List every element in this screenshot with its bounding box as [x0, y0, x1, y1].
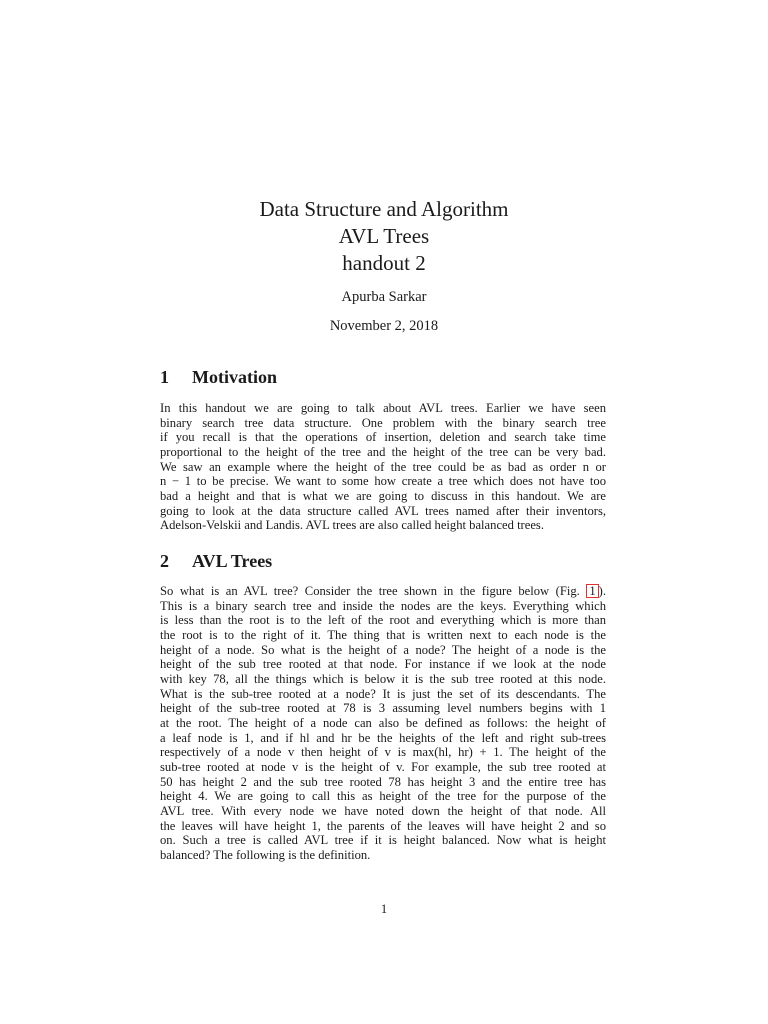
paragraph-text: So what is an AVL tree? Consider the tree shown in the figure below (Fig.	[160, 584, 580, 598]
paragraph-line: 50 has height 2 and the sub tree rooted 78 has height 3 and the entire tree has	[160, 774, 606, 789]
paragraph-line: We saw an example where the height of the tree could be as bad as order n or	[160, 459, 606, 474]
paragraph-line: height of the sub tree rooted at that node. For instance if we look at the node	[160, 657, 606, 672]
paragraph-line: going to look at the data structure called AVL trees named after their inventors,	[160, 503, 606, 518]
title-line-handout: handout 2	[342, 251, 426, 275]
paragraph-line: height 4. We are going to call this as height of the tree for the purpose of the	[160, 789, 606, 804]
section-heading-motivation	[160, 367, 277, 388]
paragraph-line: binary search tree data structure. One problem with the binary search tree	[160, 415, 606, 430]
motivation-paragraph	[160, 401, 606, 533]
paragraph-line: In this handout we are going to talk about AVL trees. Earlier we have seen	[160, 401, 606, 415]
document-date: November 2, 2018	[329, 318, 439, 334]
section-title: Motivation	[192, 367, 277, 387]
paragraph-line: balanced? The following is the definition.	[160, 847, 371, 862]
paragraph-line: bad a height and that is what we are going to discuss in this handout. We are	[160, 488, 606, 503]
paragraph-line: AVL tree. With every node we have noted down the height of that node. All	[160, 803, 606, 818]
paragraph-line: is less than the root is to the left of the root and everything which is more than	[160, 613, 606, 628]
section-number: 2	[160, 551, 169, 571]
paragraph-line: sub-tree rooted at node v is the height of v. For example, the sub tree rooted at	[160, 759, 606, 774]
paragraph-line: the leaves will have height 1, the parents of the leaves will have height 2 and so	[160, 818, 606, 833]
paragraph-line: on. Such a tree is called AVL tree if it is height balanced. Now what is height	[160, 833, 606, 848]
section-heading-avl-trees	[160, 551, 272, 572]
paragraph-line: respectively of a node v then height of v is max(hl, hr) + 1. The height of the	[160, 745, 606, 760]
section-number: 1	[160, 367, 169, 387]
paragraph-line: Adelson-Velskii and Landis. AVL trees are also called height balanced trees.	[160, 518, 544, 533]
paragraph-line: This is a binary search tree and inside the nodes are the keys. Everything which	[160, 598, 606, 613]
paragraph-line: at the root. The height of a node can also be defined as follows: the height of	[160, 715, 606, 730]
paragraph-line: n − 1 to be precise. We want to some how create a tree which does not have too	[160, 474, 606, 489]
paragraph-line: height of a node. So what is the height of a node? The height of a node is the	[160, 642, 606, 657]
title-line-topic: AVL Trees	[338, 224, 430, 248]
figure-reference-link[interactable]: 1	[586, 584, 598, 598]
avl-trees-paragraph	[160, 584, 606, 862]
paragraph-line: the root is to the right of it. The thing that is written next to each node is the	[160, 627, 606, 642]
paragraph-line	[160, 584, 606, 599]
paragraph-line: if you recall is that the operations of insertion, deletion and search take time	[160, 430, 606, 445]
title-line-course: Data Structure and Algorithm	[259, 197, 509, 221]
paragraph-line: a leaf node is 1, and if hl and hr be the heights of the left and right sub-trees	[160, 730, 606, 745]
paragraph-line: height of the sub-tree rooted at 78 is 3 assuming level numbers begins with 1	[160, 701, 606, 716]
section-title: AVL Trees	[192, 551, 273, 571]
document-title	[0, 196, 768, 277]
paragraph-line: proportional to the height of the tree and the height of the tree can be very bad.	[160, 444, 606, 459]
paragraph-line: with key 78, all the things which is below it is the sub tree rooted at this node.	[160, 671, 606, 686]
author-name: Apurba Sarkar	[341, 289, 427, 305]
paragraph-text: ).	[598, 584, 606, 598]
paragraph-line: What is the sub-tree rooted at a node? It is just the set of its descendants. The	[160, 686, 606, 701]
page-number: 1	[380, 902, 388, 916]
